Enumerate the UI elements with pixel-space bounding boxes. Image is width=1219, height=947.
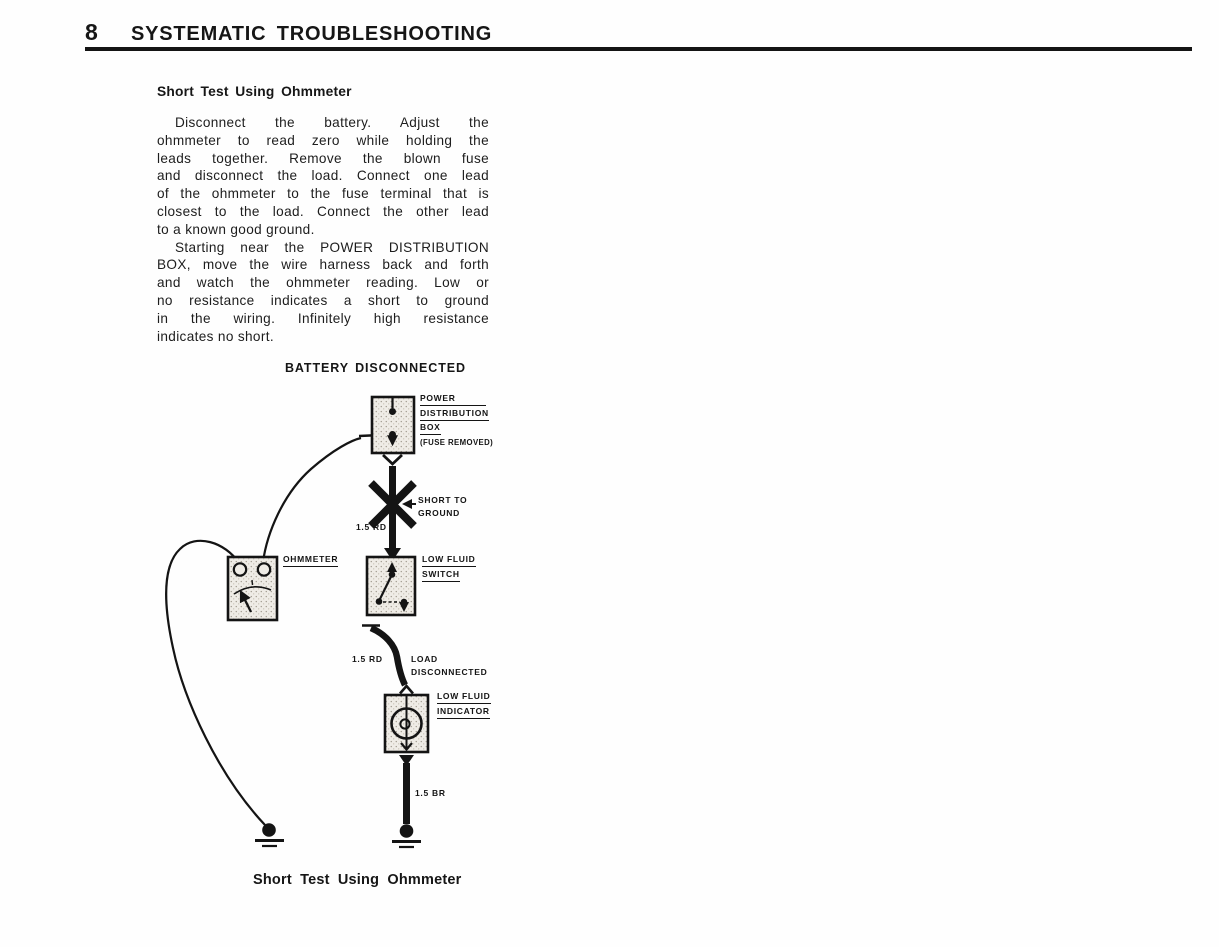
label-line: DISTRIBUTION (420, 409, 489, 421)
label-low-fluid-switch (422, 555, 476, 584)
label-wire-br: 1.5 BR (415, 788, 446, 798)
ohmmeter-symbol (228, 557, 277, 620)
page-title: SYSTEMATIC TROUBLESHOOTING (131, 23, 493, 45)
ground-icon-right (392, 824, 421, 847)
text-line: BOX, move the wire harness back and forth (157, 257, 489, 273)
label-line: BOX (420, 423, 441, 435)
text-line: indicates no short. (157, 328, 274, 344)
label-short-to-ground (418, 494, 467, 519)
label-fuse-removed: (FUSE REMOVED) (420, 437, 494, 447)
text-line: of the ohmmeter to the fuse terminal that is (157, 186, 489, 202)
label-line: SWITCH (422, 570, 460, 582)
label-line: DISCONNECTED (411, 666, 488, 677)
label-line: OHMMETER (283, 555, 338, 567)
text-line: and watch the ohmmeter reading. Low or (157, 275, 489, 291)
text-line: closest to the load. Connect the other lead (157, 203, 489, 219)
text-line: and disconnect the load. Connect one lead (157, 168, 489, 184)
ground-icon-left (255, 823, 284, 846)
label-line: INDICATOR (437, 707, 490, 719)
text-line: ohmmeter to read zero while holding the (157, 132, 489, 148)
label-ohmmeter (283, 555, 338, 570)
label-line: LOAD (411, 654, 438, 664)
text-line: Starting near the POWER DISTRIBUTION (175, 239, 489, 255)
text-line: leads together. Remove the blown fuse (157, 150, 489, 166)
text-line: Disconnect the battery. Adjust the (175, 115, 489, 130)
label-line: LOW FLUID (422, 555, 476, 567)
label-wire-rd-top: 1.5 RD (356, 522, 387, 532)
label-line: SHORT TO (418, 495, 468, 505)
ohmmeter-lead-right (263, 435, 381, 562)
label-low-fluid-indicator (437, 692, 491, 721)
page-number: 8 (85, 19, 99, 45)
label-wire-rd-bottom: 1.5 RD (352, 654, 383, 664)
text-line: to a known good ground. (157, 221, 315, 237)
label-line: POWER (420, 394, 486, 406)
label-line: LOW FLUID (437, 692, 491, 704)
label-line: GROUND (418, 507, 460, 518)
figure-caption: Short Test Using Ohmmeter (253, 872, 462, 888)
low-fluid-indicator-symbol (385, 695, 428, 766)
low-fluid-switch-symbol (367, 557, 415, 615)
text-line: in the wiring. Infinitely high resistance (157, 310, 489, 326)
section-heading: Short Test Using Ohmmeter (157, 84, 352, 99)
text-line: no resistance indicates a short to ground (157, 292, 489, 308)
label-load-disconnected (411, 653, 487, 678)
label-power-distribution-box (420, 394, 493, 452)
figure-title: BATTERY DISCONNECTED (285, 361, 466, 375)
power-distribution-box-symbol (372, 397, 414, 464)
